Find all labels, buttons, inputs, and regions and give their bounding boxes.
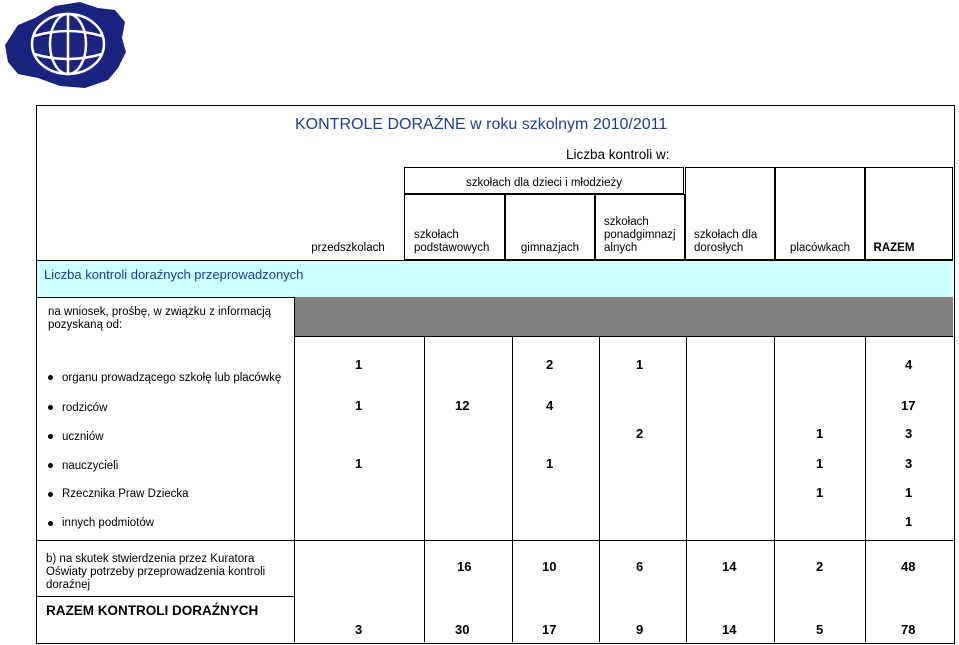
bullet-icon <box>48 463 53 468</box>
column-header-placowki: placówkach <box>789 242 851 254</box>
row-label-rodzice: rodziców <box>62 402 108 414</box>
row-label-rzecznik: Rzecznika Praw Dziecka <box>62 488 189 500</box>
bullet-icon <box>48 434 53 439</box>
table-cell: 4 <box>905 357 913 372</box>
table-cell: 1 <box>905 514 913 529</box>
table-cell: 1 <box>355 398 363 413</box>
table-cell: 1 <box>905 485 913 500</box>
kontrole-label: Liczba kontroli w: <box>566 147 670 162</box>
table-cell: 12 <box>455 398 470 413</box>
table-cell: 1 <box>546 456 554 471</box>
column-header-dorosli: szkołach dla dorosłych <box>694 229 758 254</box>
table-cell: 2 <box>816 559 824 574</box>
table-cell: 1 <box>636 357 644 372</box>
report-title: KONTROLE DORAŹNE w roku szkolnym 2010/2011 <box>295 116 668 133</box>
table-cell: 14 <box>722 559 737 574</box>
total-label: RAZEM KONTROLI DORAŹNYCH <box>46 603 259 618</box>
table-cell: 17 <box>901 398 916 413</box>
row-label-organ: organu prowadzącego szkołę lub placówkę <box>62 372 282 384</box>
column-header-podstawowe: szkołach podstawowych <box>414 229 490 254</box>
table-cell: 2 <box>636 426 644 441</box>
bullet-icon <box>48 405 53 410</box>
grid-line <box>37 596 294 597</box>
table-cell: 30 <box>455 622 470 637</box>
bullet-icon <box>48 492 53 497</box>
wniosek-label: na wniosek, prośbę, w związku z informacją pozyskaną od: <box>48 306 272 331</box>
table-cell: 14 <box>722 622 737 637</box>
liczba-label: Liczba kontroli doraźnych przeprowadzonych <box>44 267 304 282</box>
kuratorium-logo <box>0 0 130 95</box>
table-cell: 48 <box>901 559 916 574</box>
table-cell: 1 <box>816 426 824 441</box>
table-cell: 1 <box>816 456 824 471</box>
column-header-razem: RAZEM <box>873 242 915 254</box>
table-cell: 3 <box>905 456 913 471</box>
table-cell: 5 <box>816 622 824 637</box>
table-cell: 2 <box>546 357 554 372</box>
table-cell: 10 <box>542 559 557 574</box>
table-cell: 16 <box>457 559 472 574</box>
table-cell: 78 <box>901 622 916 637</box>
bullet-icon <box>48 375 53 380</box>
grid-line <box>424 336 425 642</box>
table-cell: 1 <box>816 485 824 500</box>
table-cell: 9 <box>636 622 644 637</box>
column-header-przedszkolach: przedszkolach <box>311 242 385 254</box>
column-header-ponadgimnazjalne: szkołach ponadgimnazj alnych <box>604 216 676 254</box>
row-label-uczniowie: uczniów <box>62 431 104 443</box>
wniosek-gray-band <box>294 297 953 337</box>
table-cell: 17 <box>542 622 557 637</box>
row-label-nauczyciele: nauczycieli <box>62 460 119 472</box>
table-cell: 3 <box>355 622 363 637</box>
grid-line <box>774 336 775 642</box>
table-cell: 1 <box>355 456 363 471</box>
table-cell: 4 <box>546 398 554 413</box>
row-label-kurator: b) na skutek stwierdzenia przez Kuratora Oświaty potrzeby przeprowadzenia kontroli doraźnej <box>46 553 266 591</box>
grid-line <box>599 336 600 642</box>
grid-line <box>512 336 513 642</box>
grid-line <box>37 540 953 541</box>
bullet-icon <box>48 521 53 526</box>
group-header: szkołach dla dzieci i młodzieży <box>466 177 622 189</box>
row-label-inne: innych podmiotów <box>62 517 155 529</box>
grid-line <box>294 297 295 642</box>
table-cell: 1 <box>355 357 363 372</box>
table-cell: 6 <box>636 559 644 574</box>
grid-line <box>865 336 866 642</box>
table-cell: 3 <box>905 426 913 441</box>
grid-line <box>686 336 687 642</box>
column-header-gimnazja: gimnazjach <box>520 242 580 254</box>
